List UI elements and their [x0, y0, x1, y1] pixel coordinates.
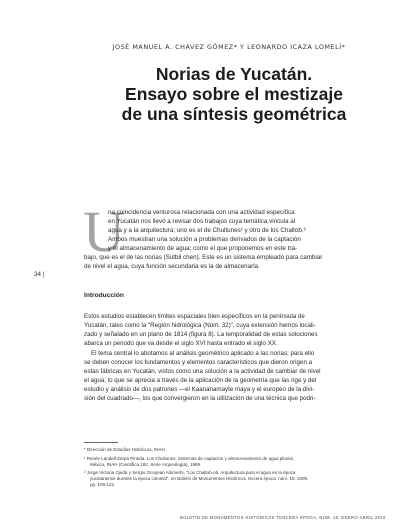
intro-line: en Yucatán nos llevó a revisar dos trabajos cuya temática vincula al — [108, 218, 296, 225]
author-line: JOSÉ MANUEL A. CHÁVEZ GÓMEZ* Y LEONARDO ICAZA LOMELÍ* — [112, 43, 346, 51]
title-line-1: Norias de Yucatán. — [155, 64, 313, 84]
footnote-rule — [84, 442, 118, 443]
section-heading: Introducción — [84, 292, 124, 299]
body-line: abarca un periodo que va desde el siglo XVI hasta entrado el siglo XX. — [84, 340, 278, 347]
body-line: Estos estudios establecen límites espaciales bien específicos en la península de — [84, 313, 305, 320]
intro-line: na coincidencia venturosa relacionada con una actividad específica — [108, 209, 295, 216]
footnote-line: yucatanense durante la época colonial", en Boletín de Monumentos Históricos, tercera época, núm. 18, 2009, — [90, 476, 309, 481]
body-line: el agua; lo que se aprecia a través de la aplicación de la geometría que las rige y del — [84, 377, 317, 384]
footnote-line: pp. 109-122. — [90, 482, 116, 487]
intro-line: y el almacenamiento de agua; como el que proponemos en este tra- — [108, 245, 298, 252]
drop-cap: U — [83, 199, 125, 264]
page-number: 34 | — [34, 271, 45, 278]
body-line: se deben conocer los fundamentos y elementos característicos que dieron origen a — [84, 359, 313, 366]
footnote-line: * Dirección de Estudios Históricos, INAH. — [84, 447, 167, 452]
intro-line: bajo, que es el de las norias (Sutbil chen). Este es un sistema empleado para cambiar — [84, 254, 323, 261]
body-line: sión del cuadrado—, los que convergieron en la utilización de una técnica que podri- — [84, 395, 316, 402]
footnote-line: México, INAH (Científica 182, Serie Arqueología), 1989. — [90, 462, 202, 467]
body-line: Yucatán, tales como la "Región hidrológica (Núm. 32)", cuya extensión hemos locali- — [84, 322, 316, 329]
footnote-line: ² Jorge Victoria Ojeda y Sergio Grosjean Abimerhi, "Los Chaltob-ob. Arquitectura para el agua en la época — [84, 470, 296, 475]
title-line-2: Ensayo sobre el mestizaje — [125, 84, 343, 104]
title-line-3: de una síntesis geométrica — [121, 104, 347, 124]
journal-footer: BOLETÍN DE MONUMENTOS HISTÓRICOS TERCERA ÉPOCA, NÚM. 18, ENERO-ABRIL 2010 — [180, 515, 386, 520]
body-line: estudio y análisis de dos patrones —el Kaananamayte maya y el europeo de la divi- — [84, 386, 315, 393]
intro-line: de nivel el agua, cuya función secundaria es la de almacenarla. — [84, 263, 260, 270]
footnote-line: ¹ Renée Landell-Zerpa Pineda. Los Chultunes. Sistemas de captación y almacenamiento de agua pluvial, — [84, 456, 294, 461]
body-line: El tema central lo abotamos al análisis geométrico aplicado a las norias; para ello — [91, 350, 315, 357]
intro-line: agua y a la arquitectura; uno es el de Chultunes¹ y otro de los Chaltob.² — [108, 227, 306, 234]
intro-line: Ambos muestran una solución a problemas derivados de la captación — [108, 236, 301, 243]
body-line: zado y señalado en un plano de 1814 (figura 8). La temporalidad de estas soluciones — [84, 331, 318, 338]
body-line: estas fábricas en Yucatán, vistos como una solución a la actividad de cambiar de nivel — [84, 368, 321, 375]
article-title — [84, 64, 384, 124]
